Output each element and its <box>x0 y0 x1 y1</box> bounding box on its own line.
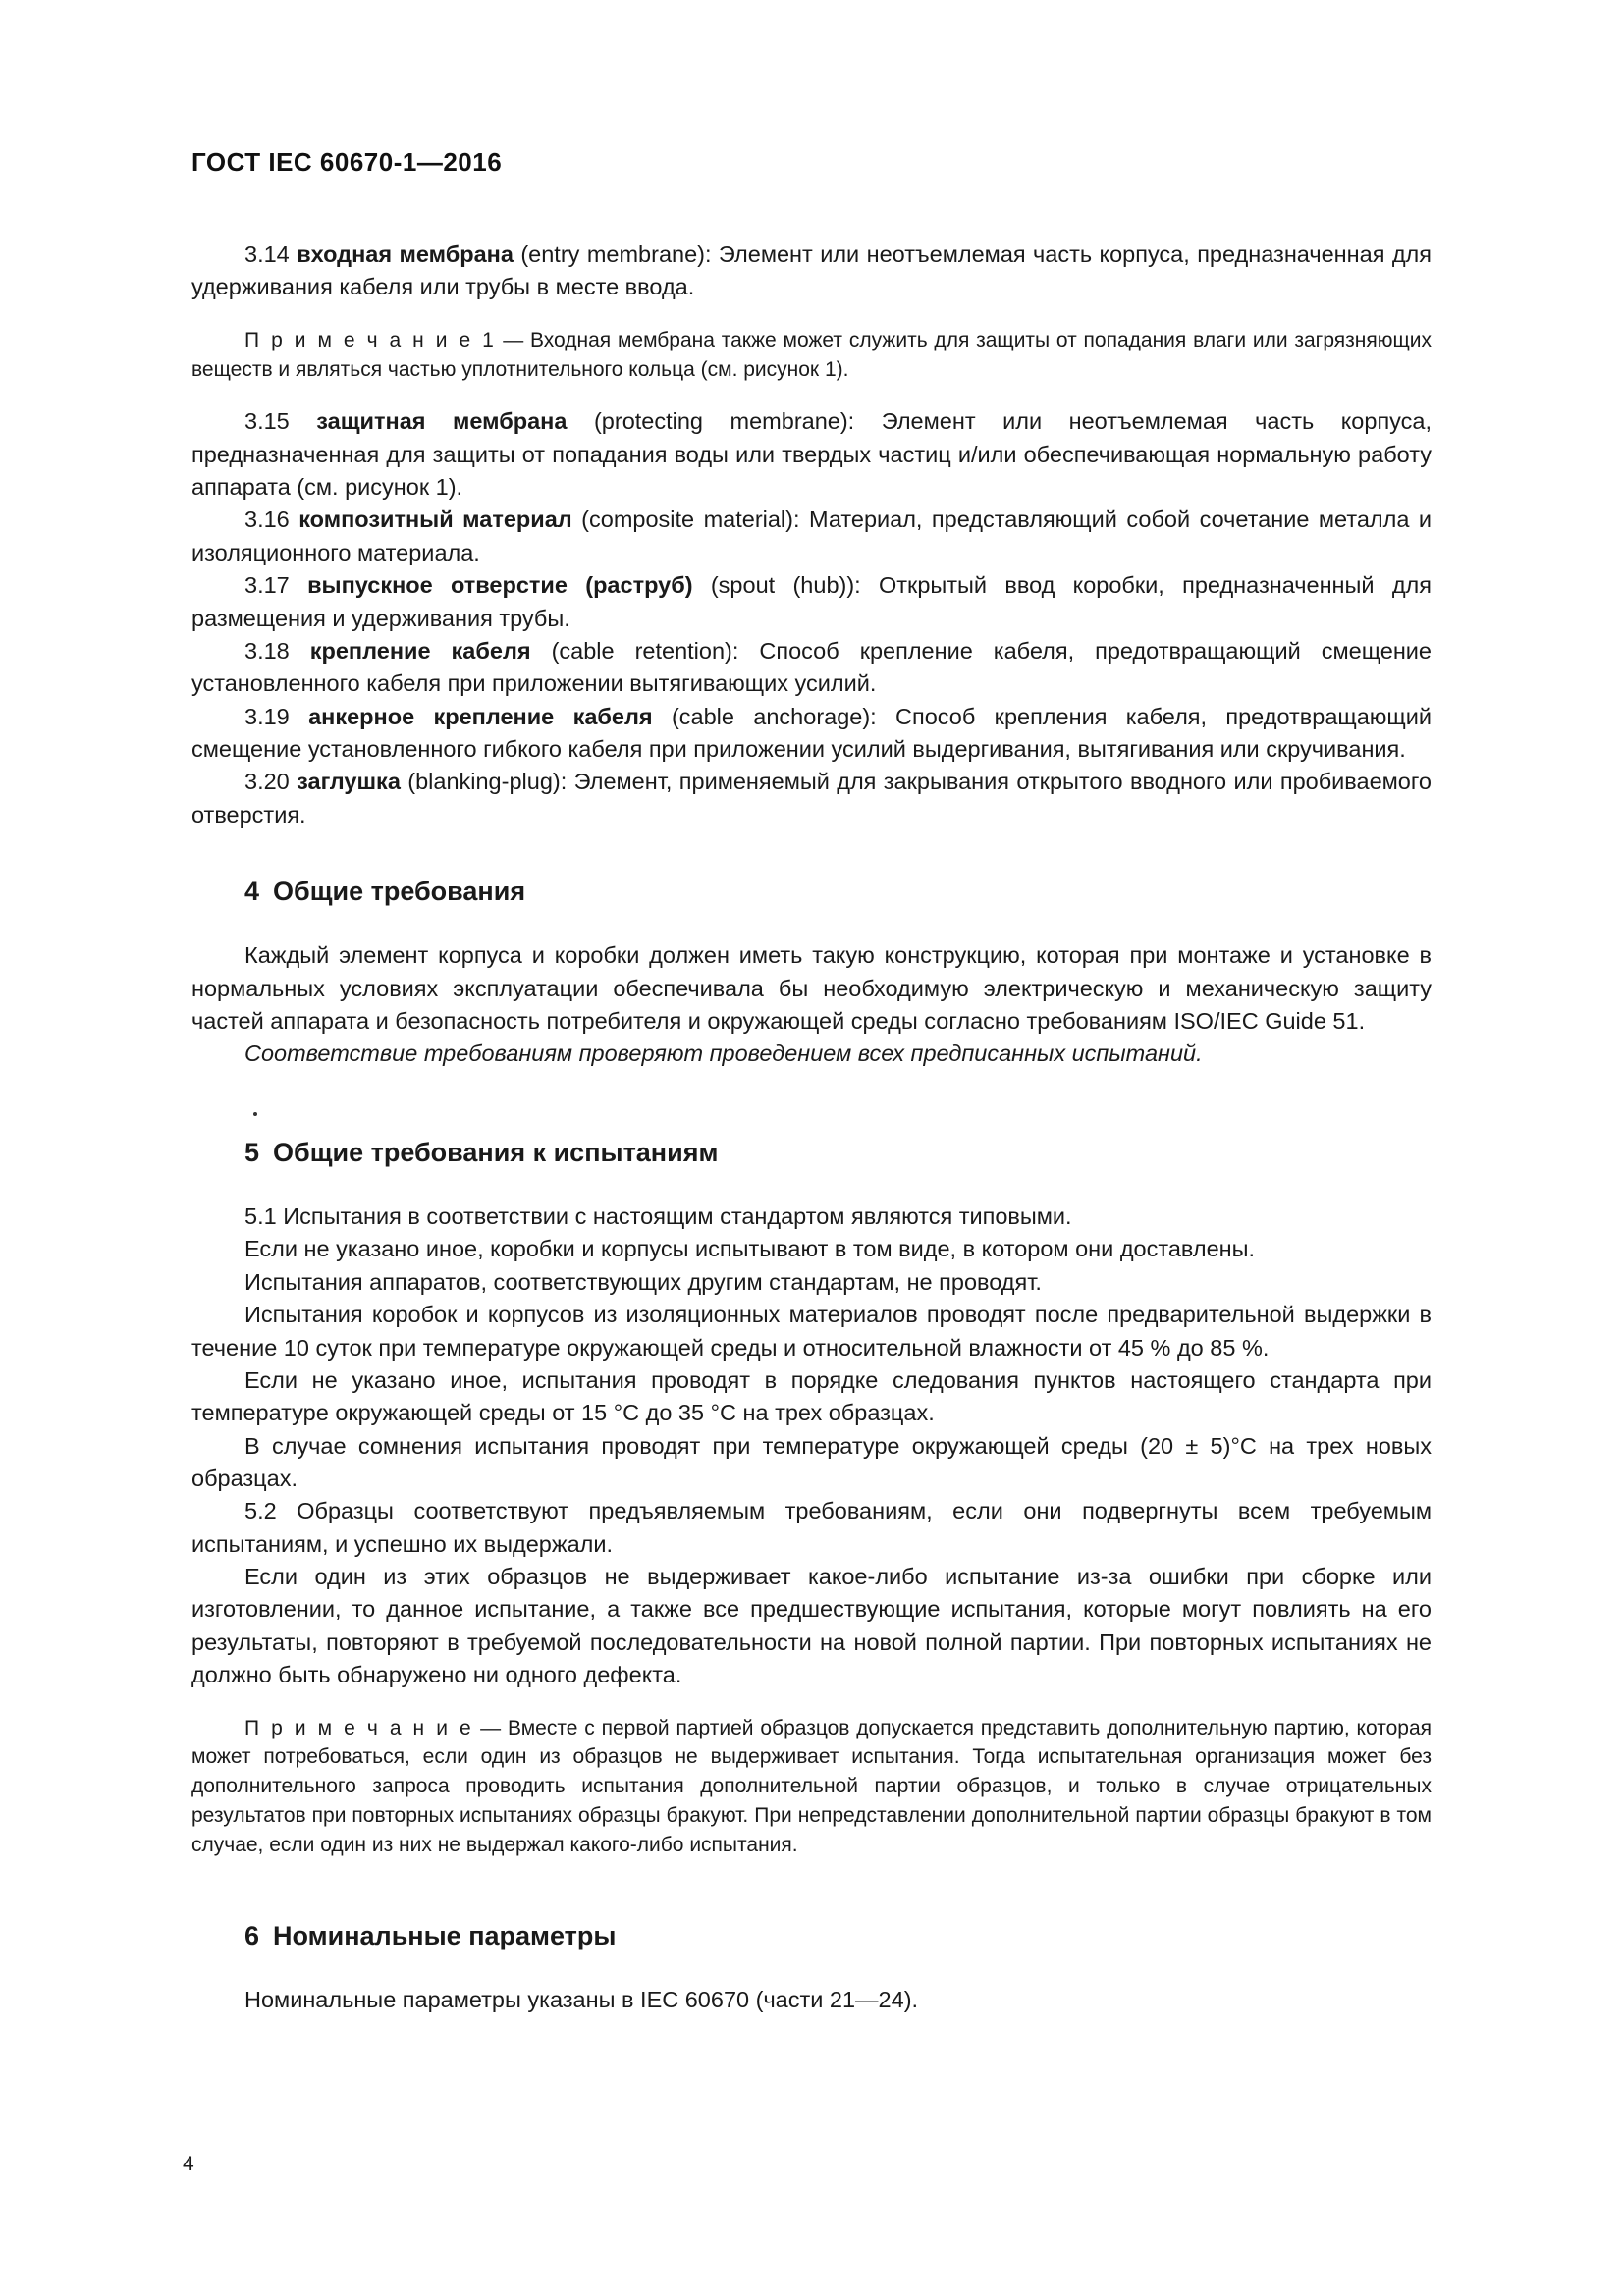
section6-paragraph: Номинальные параметры указаны в IEC 60670 (части 21—24). <box>244 1986 919 2012</box>
definition-text: (entry membrane): Элемент или неотъемлемая часть корпуса, предназначенная для удерживания кабеля или трубы в месте ввода. <box>191 241 1432 300</box>
note-text: — Входная мембрана также может служить для защиты от попадания влаги или загрязняющих веществ и являться частью уплотнительного кольца (см. рисунок 1). <box>191 328 1433 381</box>
definition-number: 3.19 <box>244 703 290 729</box>
definition-number: 3.18 <box>244 637 290 664</box>
section-title: Номинальные параметры <box>273 1920 617 1950</box>
definition-number: 3.20 <box>244 769 290 795</box>
definition-number: 3.14 <box>244 241 290 267</box>
section-number: 4 <box>244 877 260 907</box>
definition-term: анкерное крепление кабеля <box>308 703 653 729</box>
note-section-5 <box>191 1714 1432 1860</box>
definition-3-15 <box>191 405 1432 504</box>
note-label: П р и м е ч а н и е <box>244 1716 474 1739</box>
definition-term: композитный материал <box>298 507 572 533</box>
note-3-14 <box>191 326 1432 385</box>
section5-paragraph-2: Если не указано иное, коробки и корпусы испытывают в том виде, в котором они доставлены. <box>244 1236 1256 1262</box>
document-body <box>191 239 1432 2016</box>
definition-term: входная мембрана <box>297 241 514 267</box>
definition-text: (cable retention): Способ крепление кабеля, предотвращающий смещение установленного кабеля при приложении вытягивающих усилий. <box>191 637 1433 697</box>
definition-number: 3.16 <box>244 507 290 533</box>
section-heading-4 <box>191 873 1432 910</box>
page-header: ГОСТ IEC 60670-1—2016 <box>191 147 503 177</box>
section-number: 5 <box>244 1137 260 1167</box>
definition-text: (composite material): Материал, представляющий собой сочетание металла и изоляционного материала. <box>191 507 1433 565</box>
definition-3-14 <box>191 239 1432 304</box>
page-number: 4 <box>183 2153 194 2175</box>
definition-term: выпускное отверстие (раструб) <box>307 572 693 599</box>
section-heading-5 <box>191 1134 1432 1171</box>
definition-3-20 <box>191 766 1432 831</box>
definition-3-17 <box>191 569 1432 635</box>
definition-text: (protecting membrane): Элемент или неотъемлемая часть корпуса, предназначенная для защиты от попадания воды или твердых частиц и/или обеспечивающая нормальную работу аппарата (см. рисунок 1). <box>191 408 1432 501</box>
definition-term: защитная мембрана <box>316 408 568 435</box>
definition-number: 3.15 <box>244 408 290 435</box>
definition-text: (blanking-plug): Элемент, применяемый для закрывания открытого вводного или пробиваемого отверстия. <box>191 769 1433 828</box>
section-title: Общие требования к испытаниям <box>273 1137 719 1167</box>
section5-paragraph-4: Испытания коробок и корпусов из изоляционных материалов проводят после предварительной выдержки в течение 10 суток при температуре окружающей среды и относительной влажности от 45 % до 85 %. <box>191 1302 1432 1361</box>
section5-paragraph-3: Испытания аппаратов, соответствующих другим стандартам, не проводят. <box>244 1268 1042 1295</box>
section5-paragraph-5: Если не указано иное, испытания проводят в порядке следования пунктов настоящего стандарта при температуре окружающей среды от 15 °C до 35 °C на трех образцах. <box>191 1366 1432 1426</box>
note-text: — Вместе с первой партией образцов допускается представить дополнительную партию, которая может потребоваться, если один из образцов не выдерживает испытания. Тогда испытательная организация может без дополнительного запроса проводить испытания дополнительной партии образцов, и только в случае отрицательных результатов при повторных испытаниях образцы бракуют. При непредставлении дополнительной партии образцы бракуют в том случае, если один из них не выдержал какого-либо испытания. <box>191 1716 1432 1856</box>
definition-term: крепление кабеля <box>309 637 531 664</box>
section5-paragraph-7: 5.2 Образцы соответствуют предъявляемым требованиям, если они подвергнуты всем требуемым испытаниям, и успешно их выдержали. <box>191 1498 1432 1557</box>
section5-paragraph-8: Если один из этих образцов не выдерживает какое-либо испытание из-за ошибки при сборке или изготовлении, то данное испытание, а также все предшествующие испытания, которые могут повлиять на его результаты, повторяют в требуемой последовательности на новой полной партии. При повторных испытаниях не должно быть обнаружено ни одного дефекта. <box>191 1564 1432 1688</box>
section4-paragraph-1: Каждый элемент корпуса и коробки должен иметь такую конструкцию, которая при монтаже и установке в нормальных условиях эксплуатации обеспечивала бы необходимую электрическую и механическую защиту частей аппарата и безопасность потребителя и окружающей среды согласно требованиям ISO/IEC Guide 51. <box>191 942 1432 1035</box>
definition-3-19 <box>191 701 1432 767</box>
section4-paragraph-2: Соответствие требованиям проверяют проведением всех предписанных испытаний. <box>244 1041 1203 1067</box>
definition-3-18 <box>191 635 1432 701</box>
definition-text: (spout (hub)): Открытый ввод коробки, предназначенный для размещения и удерживания трубы. <box>191 572 1432 631</box>
section-number: 6 <box>244 1920 260 1950</box>
section5-paragraph-1: 5.1 Испытания в соответствии с настоящим стандартом являются типовыми. <box>244 1203 1072 1230</box>
section-title: Общие требования <box>273 877 526 907</box>
definition-text: (cable anchorage): Способ крепления кабеля, предотвращающий смещение установленного гибкого кабеля при приложении усилий выдергивания, вытягивания или скручивания. <box>191 703 1433 762</box>
stray-mark <box>253 1112 257 1116</box>
definition-3-16 <box>191 504 1432 569</box>
section-heading-6 <box>191 1917 1432 1954</box>
definition-number: 3.17 <box>244 572 290 599</box>
definition-term: заглушка <box>297 769 401 795</box>
note-label: П р и м е ч а н и е 1 <box>244 328 497 351</box>
section5-paragraph-6: В случае сомнения испытания проводят при температуре окружающей среды (20 ± 5)°C на трех новых образцах. <box>191 1432 1432 1491</box>
